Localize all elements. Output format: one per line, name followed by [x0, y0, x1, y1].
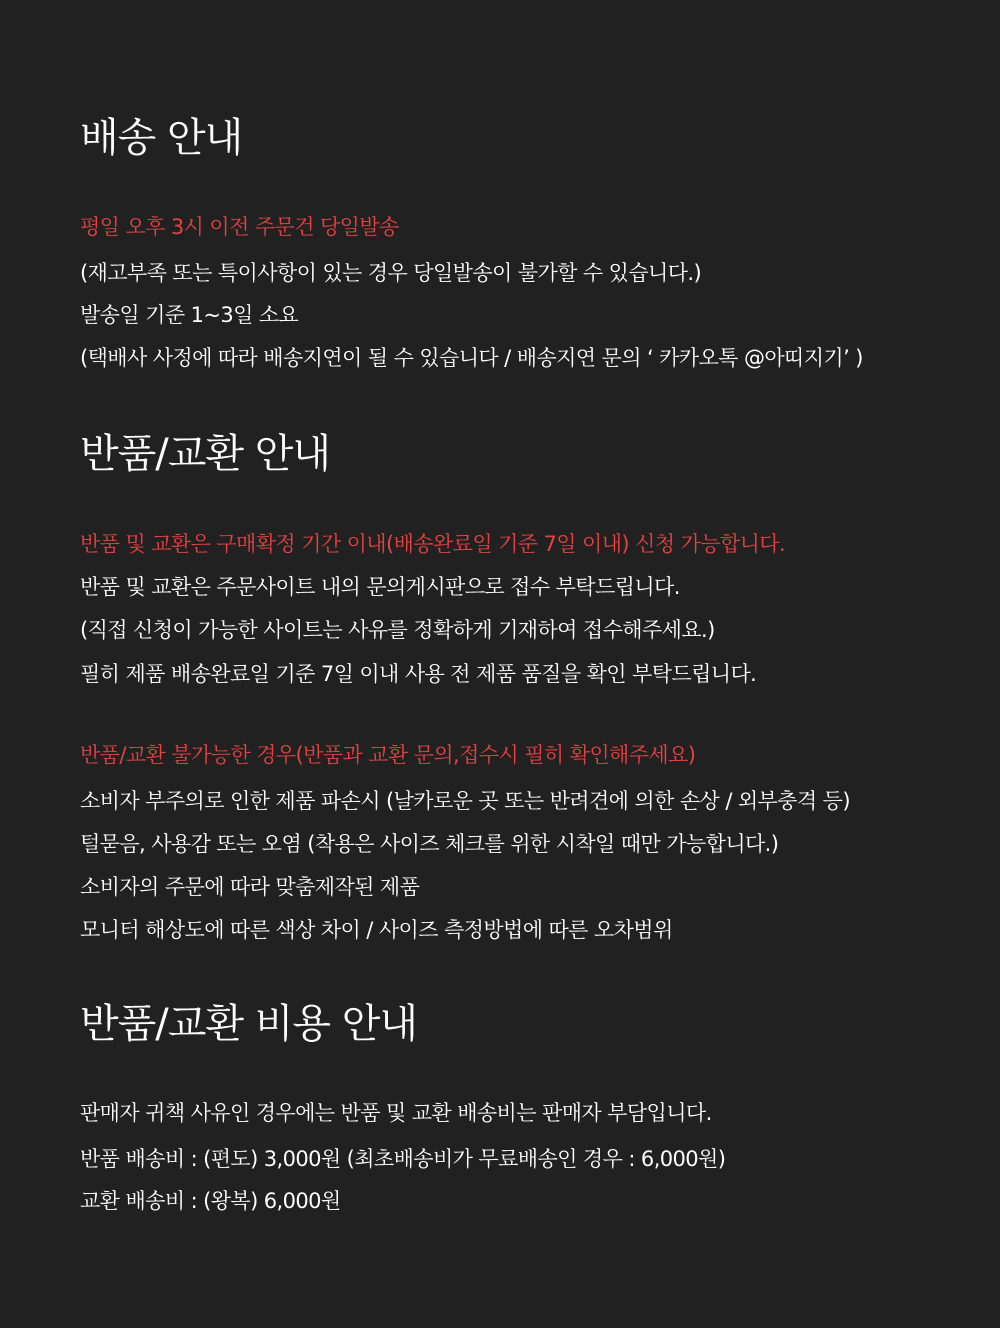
shipping-highlight: 평일 오후 3시 이전 주문건 당일발송 — [80, 215, 399, 239]
return-unavailable-heading: 반품/교환 불가능한 경우(반품과 교환 문의,접수시 필히 확인해주세요) — [80, 743, 696, 767]
shipping-line: (택배사 사정에 따라 배송지연이 될 수 있습니다 / 배송지연 문의 ‘ 카카오톡 @아띠지기’ ) — [80, 346, 863, 370]
shipping-title: 배송 안내 — [80, 115, 243, 161]
return-highlight: 반품 및 교환은 구매확정 기간 이내(배송완료일 기준 7일 이내) 신청 가능합니다. — [80, 532, 786, 556]
return-cost-title: 반품/교환 비용 안내 — [80, 1001, 418, 1047]
return-cost-line: 판매자 귀책 사유인 경우에는 반품 및 교환 배송비는 판매자 부담입니다. — [80, 1101, 712, 1125]
return-line: 필히 제품 배송완료일 기준 7일 이내 사용 전 제품 품질을 확인 부탁드립니다. — [80, 662, 757, 686]
return-exchange-title: 반품/교환 안내 — [80, 431, 331, 477]
return-line: 반품 및 교환은 주문사이트 내의 문의게시판으로 접수 부탁드립니다. — [80, 575, 680, 599]
return-cost-line: 교환 배송비 : (왕복) 6,000원 — [80, 1189, 341, 1213]
return-unavailable-item: 털묻음, 사용감 또는 오염 (착용은 사이즈 체크를 위한 시착일 때만 가능합니다.) — [80, 832, 779, 856]
return-unavailable-item: 모니터 해상도에 따른 색상 차이 / 사이즈 측정방법에 따른 오차범위 — [80, 918, 673, 942]
return-unavailable-item: 소비자 부주의로 인한 제품 파손시 (날카로운 곳 또는 반려견에 의한 손상 / 외부충격 등) — [80, 789, 850, 813]
shipping-line: 발송일 기준 1~3일 소요 — [80, 303, 299, 327]
return-cost-line: 반품 배송비 : (편도) 3,000원 (최초배송비가 무료배송인 경우 : 6,000원) — [80, 1147, 726, 1171]
return-unavailable-item: 소비자의 주문에 따라 맞춤제작된 제품 — [80, 875, 420, 899]
return-line: (직접 신청이 가능한 사이트는 사유를 정확하게 기재하여 접수해주세요.) — [80, 618, 715, 642]
shipping-line: (재고부족 또는 특이사항이 있는 경우 당일발송이 불가할 수 있습니다.) — [80, 261, 702, 285]
